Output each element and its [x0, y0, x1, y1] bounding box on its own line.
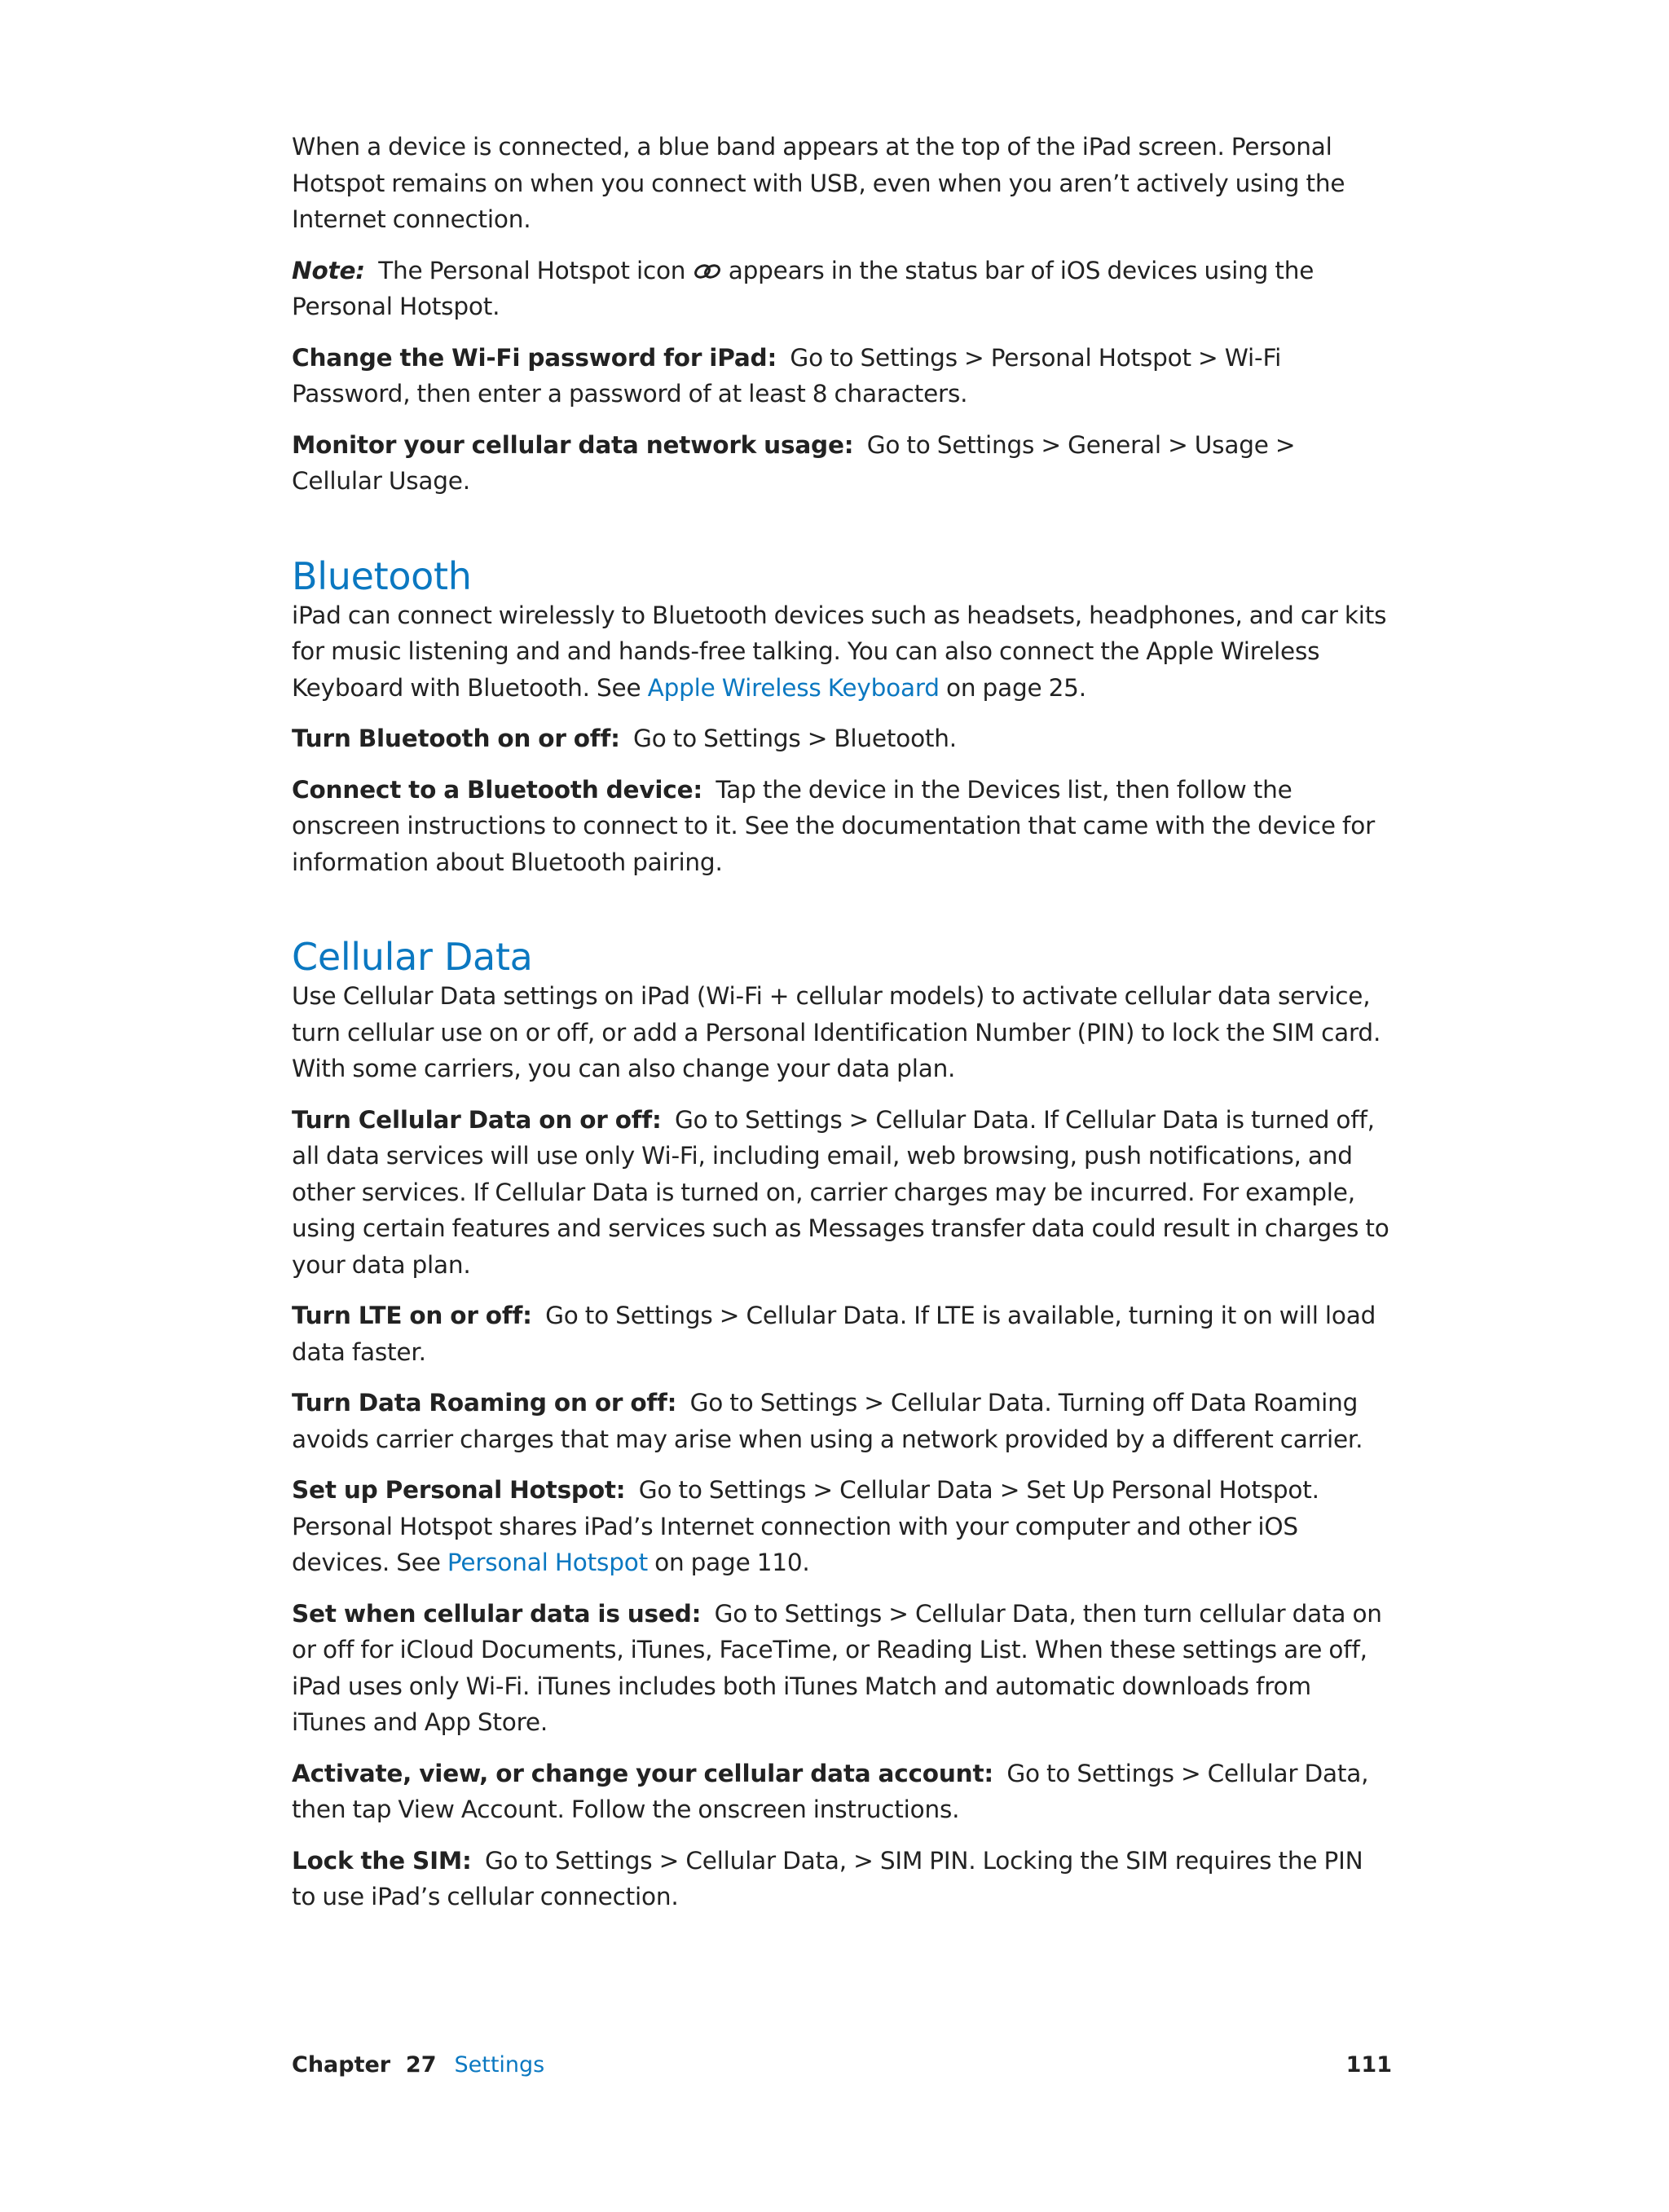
cellular-intro: Use Cellular Data settings on iPad (Wi-Fi + cellular models) to activate cellular data service, turn cellular use on or off, or add a Personal Identification Number (PIN) to lock the SIM card. With some carriers, you can also change your data plan. — [292, 982, 1381, 1082]
bluetooth-intro: iPad can connect wirelessly to Bluetooth devices such as headsets, headphones, and car kits for music listening and and hands-free talking. You can also connect the Apple Wireless Keyboard with Bluetooth. See Apple Wireless Keyboard on page 25. — [292, 601, 1387, 702]
data-roaming-paragraph: Turn Data Roaming on or off: Go to Settings > Cellular Data. Turning off Data Roaming avoids carrier charges that may arise when using a network provided by a different carrier. — [292, 1389, 1363, 1453]
wifi-password-lead: Change the Wi-Fi password for iPad: — [292, 343, 777, 372]
chapter-title-link[interactable]: Settings — [454, 2052, 545, 2078]
lte-toggle-paragraph: Turn LTE on or off: Go to Settings > Cellular Data. If LTE is available, turning it on will load data faster. — [292, 1302, 1376, 1366]
bluetooth-connect-paragraph: Connect to a Bluetooth device: Tap the device in the Devices list, then follow the onscreen instructions to connect to it. See the documentation that came with the device for information about Bluetooth pairing. — [292, 775, 1376, 876]
personal-hotspot-link[interactable]: Personal Hotspot — [447, 1549, 648, 1576]
monitor-usage-paragraph: Monitor your cellular data network usage: Go to Settings > General > Usage > Cellular Usage. — [292, 430, 1296, 495]
lock-sim-paragraph: Lock the SIM: Go to Settings > Cellular Data, > SIM PIN. Locking the SIM requires the PIN to use iPad’s cellular connection. — [292, 1846, 1363, 1910]
bluetooth-heading: Bluetooth — [292, 553, 472, 598]
cellular-data-heading: Cellular Data — [292, 935, 533, 979]
personal-hotspot-paragraph: Set up Personal Hotspot: Go to Settings > Cellular Data > Set Up Personal Hotspot. Personal Hotspot shares iPad’s Internet connection with your computer and other iOS devices. See Personal Hotspot on page 110. — [292, 1476, 1319, 1576]
cellular-usage-when-paragraph: Set when cellular data is used: Go to Settings > Cellular Data, then turn cellular data on or off for iCloud Documents, iTunes, FaceTime, or Reading List. When these settings are off, iPad uses only Wi-Fi. iTunes includes both iTunes Match and automatic downloads from iTunes and App Store. — [292, 1599, 1382, 1736]
monitor-usage-lead: Monitor your cellular data network usage: — [292, 430, 854, 459]
apple-wireless-keyboard-link[interactable]: Apple Wireless Keyboard — [647, 673, 940, 702]
bluetooth-toggle-paragraph: Turn Bluetooth on or off: Go to Settings > Bluetooth. — [292, 725, 957, 752]
chapter-label: Chapter 27 — [292, 2052, 437, 2078]
page-number: 111 — [1345, 2052, 1392, 2078]
cellular-toggle-paragraph: Turn Cellular Data on or off: Go to Settings > Cellular Data. If Cellular Data is turned off, all data services will use only Wi-Fi, including email, web browsing, push notifications, and other services. If Cellular Data is turned on, carrier charges may be incurred. For example, using certain features and services such as Messages transfer data could result in charges to your data plan. — [292, 1105, 1389, 1279]
cellular-account-paragraph: Activate, view, or change your cellular data account: Go to Settings > Cellular Data, then tap View Account. Follow the onscreen instructions. — [292, 1759, 1369, 1823]
note-label: Note: — [292, 256, 365, 284]
intro-paragraph: When a device is connected, a blue band appears at the top of the iPad screen. Personal Hotspot remains on when you connect with USB, even when you aren’t actively using the Internet connection. — [292, 133, 1345, 233]
note-paragraph: Note: The Personal Hotspot icon appears in the status bar of iOS devices using the Personal Hotspot. — [292, 256, 1315, 320]
personal-hotspot-icon — [693, 261, 722, 282]
page-content — [292, 129, 1392, 1930]
wifi-password-paragraph: Change the Wi-Fi password for iPad: Go to Settings > Personal Hotspot > Wi-Fi Password, then enter a password of at least 8 characters. — [292, 343, 1282, 408]
page-footer — [292, 2049, 1392, 2082]
